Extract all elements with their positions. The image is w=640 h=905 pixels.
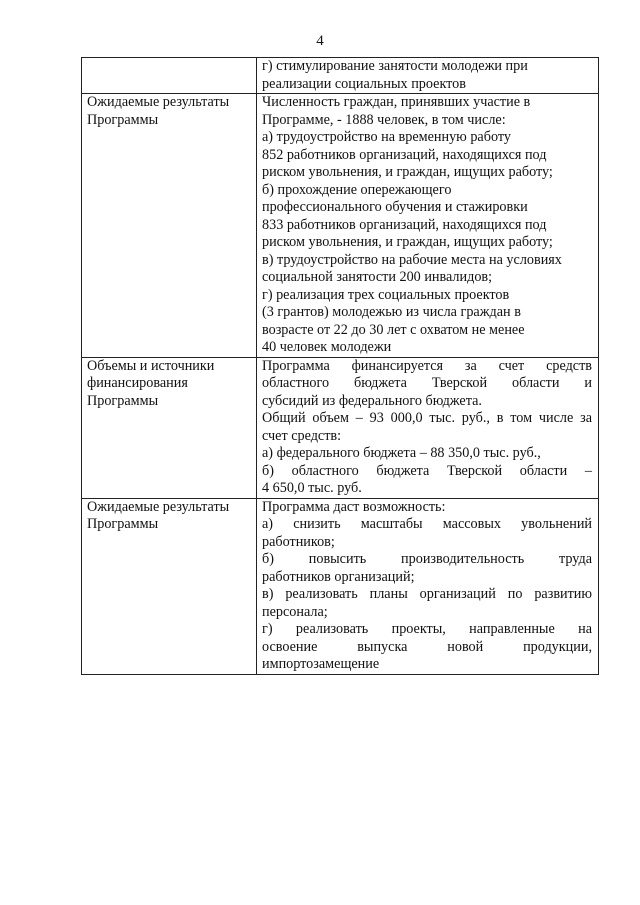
row-content-line: областного бюджета Тверской области и	[262, 375, 592, 391]
row-content-line: счет средств:	[262, 427, 342, 444]
table-row	[82, 498, 599, 674]
row-content-line: а) снизить масштабы массовых увольнений	[262, 516, 592, 532]
row-content-line: г) реализовать проекты, направленные на	[262, 621, 592, 637]
row-content-line: риском увольнения, и граждан, ищущих работу;	[262, 234, 553, 250]
row-label-line: Ожидаемые результаты	[87, 94, 230, 110]
program-passport-table	[81, 57, 599, 675]
row-content-line: социальной занятости 200 инвалидов;	[262, 269, 493, 285]
row-label-cell	[82, 498, 257, 674]
row-content-line: возрасте от 22 до 30 лет с охватом не менее	[262, 321, 525, 338]
row-content-line: Программа финансируется за счет средств	[262, 357, 592, 374]
table-row	[82, 357, 599, 498]
row-label-line: Программы	[87, 392, 159, 409]
row-content-line: 40 человек молодежи	[262, 339, 392, 355]
table-row	[82, 94, 599, 358]
row-content-cell	[257, 498, 599, 674]
row-content-line: импортозамещение	[262, 656, 380, 672]
row-content-cell	[257, 94, 599, 358]
row-content-line: Численность граждан, принявших участие в	[262, 94, 531, 110]
row-content-line: освоение выпуска новой продукции,	[262, 638, 592, 655]
row-content-line: а) федерального бюджета – 88 350,0 тыс. руб.,	[262, 445, 541, 461]
row-label-line: Программы	[87, 516, 159, 532]
row-content-line: 852 работников организаций, находящихся под	[262, 146, 547, 163]
row-label-line: Ожидаемые результаты	[87, 498, 230, 515]
row-content-line: Программе, - 1888 человек, в том числе:	[262, 111, 506, 128]
table-row	[82, 58, 599, 94]
row-content-line: Общий объем – 93 000,0 тыс. руб., в том числе за	[262, 410, 592, 426]
row-content-line: г) реализация трех социальных проектов	[262, 286, 510, 303]
row-content-line: (3 грантов) молодежью из числа граждан в	[262, 304, 521, 320]
row-content-line: 833 работников организаций, находящихся под	[262, 216, 547, 233]
row-label-cell	[82, 94, 257, 358]
row-content-line: реализации социальных проектов	[262, 75, 466, 92]
row-content-line: в) реализовать планы организаций по развитию	[262, 586, 592, 602]
row-content-line: а) трудоустройство на временную работу	[262, 129, 511, 145]
row-content-line: субсидий из федерального бюджета.	[262, 392, 482, 409]
row-content-line: Программа даст возможность:	[262, 498, 446, 515]
row-content-line: профессионального обучения и стажировки	[262, 199, 528, 215]
row-content-line: работников;	[262, 533, 335, 550]
row-content-line: работников организаций;	[262, 568, 415, 585]
row-label-cell	[82, 357, 257, 498]
row-label-line: Программы	[87, 111, 159, 128]
row-content-line: г) стимулирование занятости молодежи при	[262, 58, 528, 74]
row-content-line: б) областного бюджета Тверской области –	[262, 462, 592, 479]
row-content-cell	[257, 58, 599, 94]
row-label-line: финансирования	[87, 375, 188, 391]
row-content-line: 4 650,0 тыс. руб.	[262, 480, 362, 496]
row-content-line: б) повысить производительность труда	[262, 551, 592, 567]
page-number: 4	[316, 33, 324, 49]
row-content-line: в) трудоустройство на рабочие места на условиях	[262, 251, 562, 268]
row-content-cell	[257, 357, 599, 498]
row-content-line: б) прохождение опережающего	[262, 181, 452, 198]
row-content-line: риском увольнения, и граждан, ищущих работу;	[262, 164, 553, 180]
row-label-line: Объемы и источники	[87, 357, 215, 374]
row-content-line: персонала;	[262, 603, 328, 620]
row-label-cell	[82, 58, 257, 94]
